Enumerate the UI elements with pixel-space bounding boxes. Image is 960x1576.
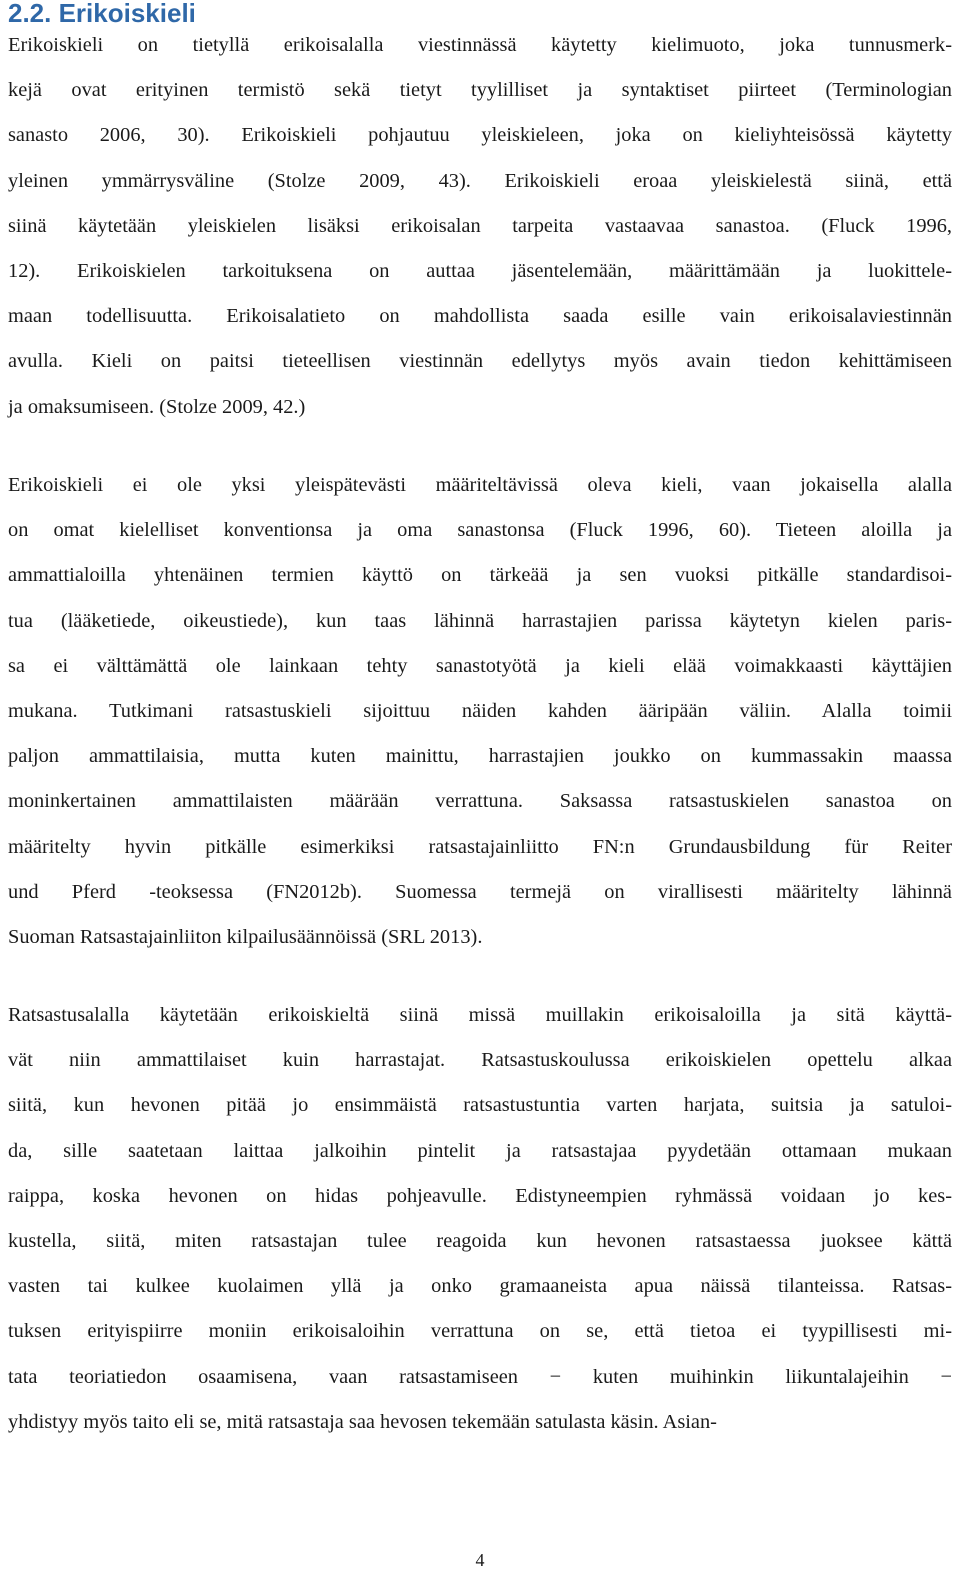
text-line: tuksen erityispiirre moniin erikoisaloihin verrattuna on se, että tietoa ei tyypillisesti mi- xyxy=(8,1320,952,1343)
text-line: kejä ovat erityinen termistö sekä tietyt tyylilliset ja syntaktiset piirteet (Terminologian xyxy=(8,79,952,102)
section-heading: 2.2. Erikoiskieli xyxy=(8,0,196,28)
text-line: siitä, kun hevonen pitää jo ensimmäistä ratsastustuntia varten harjata, suitsia ja satuloi- xyxy=(8,1094,952,1117)
text-line: Erikoiskieli ei ole yksi yleispätevästi määriteltävissä oleva kieli, vaan jokaisella alalla xyxy=(8,474,952,496)
text-line: tua (lääketiede, oikeustiede), kun taas lähinnä harrastajien parissa käytetyn kielen paris- xyxy=(8,609,952,632)
paragraph-3 xyxy=(8,993,952,1445)
text-line: siinä käytetään yleiskielen lisäksi erikoisalan tarpeita vastaavaa sanastoa. (Fluck 1996, xyxy=(8,214,952,237)
text-line: und Pferd -teoksessa (FN2012b). Suomessa termejä on virallisesti määritelty lähinnä xyxy=(8,880,952,903)
text-line: maan todellisuutta. Erikoisalatieto on mahdollista saada esille vain erikoisalaviestinnän xyxy=(8,305,952,328)
text-line: Suoman Ratsastajainliiton kilpailusäännöissä (SRL 2013). xyxy=(8,925,483,948)
text-line: mukana. Tutkimani ratsastuskieli sijoittuu näiden kahden ääripään väliin. Alalla toimii xyxy=(8,699,952,722)
text-line: ja omaksumiseen. (Stolze 2009, 42.) xyxy=(8,395,306,418)
page-number: 4 xyxy=(475,1550,485,1570)
paragraph-2 xyxy=(8,463,952,960)
text-line: paljon ammattilaisia, mutta kuten mainittu, harrastajien joukko on kummassakin maassa xyxy=(8,745,952,768)
paragraph-1 xyxy=(8,23,952,430)
text-line: avulla. Kieli on paitsi tieteellisen viestinnän edellytys myös avain tiedon kehittämiseen xyxy=(8,350,952,373)
text-line: vät niin ammattilaiset kuin harrastajat. Ratsastuskoulussa erikoiskielen opettelu alkaa xyxy=(8,1049,952,1072)
text-line: vasten tai kulkee kuolaimen yllä ja onko gramaaneista apua näissä tilanteissa. Ratsas- xyxy=(8,1275,952,1298)
text-line: sa ei välttämättä ole lainkaan tehty sanastotyötä ja kieli elää voimakkaasti käyttäjien xyxy=(8,654,952,677)
text-line: on omat kielelliset konventionsa ja oma sanastonsa (Fluck 1996, 60). Tieteen aloilla ja xyxy=(8,519,952,542)
text-line: moninkertainen ammattilaisten määrään verrattuna. Saksassa ratsastuskielen sanastoa on xyxy=(8,790,952,813)
text-line: ammattialoilla yhtenäinen termien käyttö on tärkeää ja sen vuoksi pitkälle standardisoi- xyxy=(8,564,952,587)
text-line: määritelty hyvin pitkälle esimerkiksi ratsastajainliitto FN:n Grundausbildung für Reiter xyxy=(8,835,952,858)
text-line: Erikoiskieli on tietyllä erikoisalalla viestinnässä käytetty kielimuoto, joka tunnusmerk- xyxy=(8,34,952,56)
text-line: tata teoriatiedon osaamisena, vaan ratsastamiseen − kuten muihinkin liikuntalajeihin − xyxy=(8,1365,952,1388)
text-line: Ratsastusalalla käytetään erikoiskieltä siinä missä muillakin erikoisaloilla ja sitä käyttä- xyxy=(8,1004,952,1026)
text-line: yleinen ymmärrysväline (Stolze 2009, 43). Erikoiskieli eroaa yleiskielestä siinä, että xyxy=(8,169,952,192)
text-line: 12). Erikoiskielen tarkoituksena on auttaa jäsentelemään, määrittämään ja luokittele- xyxy=(8,259,952,282)
text-line: raippa, koska hevonen on hidas pohjeavulle. Edistyneempien ryhmässä voidaan jo kes- xyxy=(8,1184,952,1207)
text-line: yhdistyy myös taito eli se, mitä ratsastaja saa hevosen tekemään satulasta käsin. Asian- xyxy=(8,1410,717,1433)
text-line: sanasto 2006, 30). Erikoiskieli pohjautuu yleiskieleen, joka on kieliyhteisössä käytetty xyxy=(8,124,952,147)
text-line: kustella, siitä, miten ratsastajan tulee reagoida kun hevonen ratsastaessa juoksee kättä xyxy=(8,1229,952,1252)
text-line: da, sille saatetaan laittaa jalkoihin pintelit ja ratsastajaa pyydetään ottamaan mukaan xyxy=(8,1139,952,1162)
